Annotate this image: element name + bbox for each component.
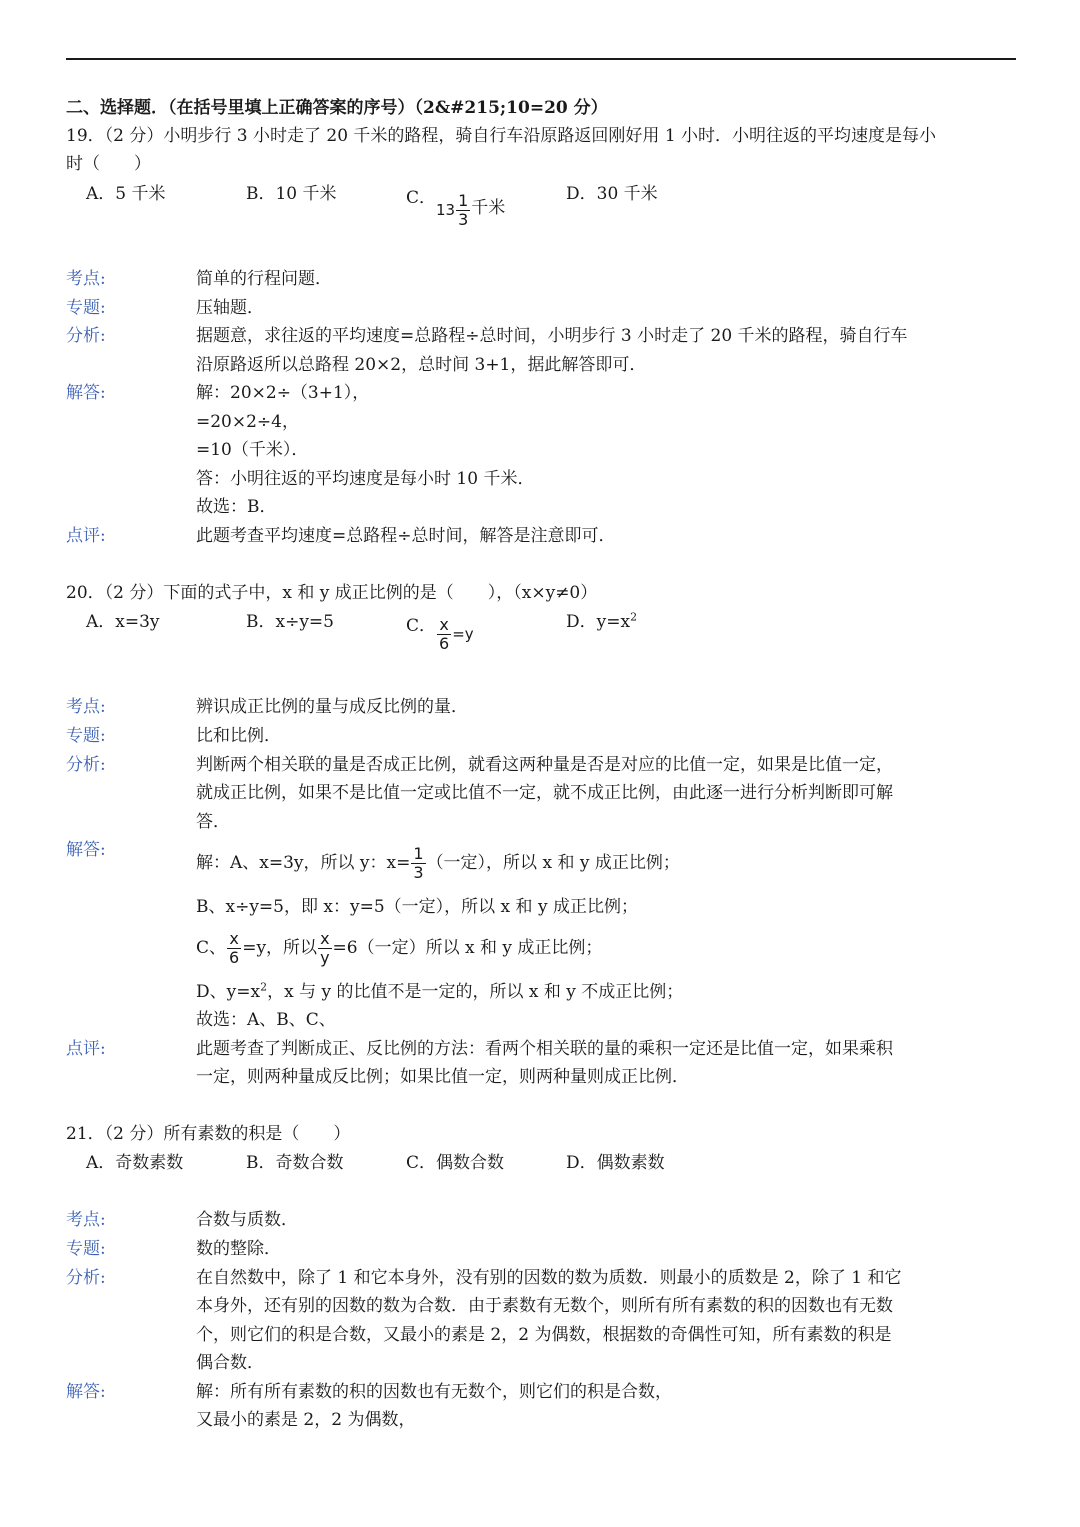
- q21-zhuanti-label: 专题:: [66, 1239, 106, 1259]
- q21-fenxi-line4: 偶合数．: [196, 1353, 264, 1373]
- q20-jieda-c-mid: =y，所以: [242, 938, 318, 958]
- section-title: 二、选择题．（在括号里填上正确答案的序号）（2&#215;10=20 分）: [66, 98, 608, 118]
- q20-option-c-suffix: =y: [452, 625, 474, 643]
- q21-fenxi-line1: 在自然数中，除了 1 和它本身外，没有别的因数的数为质数．则最小的质数是 2，除了 1 和它: [196, 1268, 902, 1288]
- q19-jieda-label: 解答:: [66, 383, 106, 403]
- q21-option-d: D．偶数素数: [566, 1153, 665, 1173]
- q19-fenxi-line1: 据题意，求往返的平均速度=总路程÷总时间，小明步行 3 小时走了 20 千米的路程，骑自行车: [196, 326, 908, 346]
- q20-option-c-fraction: [437, 616, 451, 653]
- q20-dianping-line2: 一定，则两种量成反比例；如果比值一定，则两种量则成正比例．: [196, 1067, 689, 1087]
- q19-jieda-line1: 解：20×2÷（3+1），: [196, 383, 370, 403]
- q20-jieda-c-numerator2: x: [320, 929, 330, 948]
- q20-jieda-d-exponent: 2: [260, 980, 268, 994]
- q20-option-a: A．x=3y: [86, 612, 160, 632]
- q20-option-c-prefix: C．: [406, 616, 437, 636]
- q20-jieda-a-suffix: （一定），所以 x 和 y 成正比例；: [426, 853, 680, 873]
- q20-kaodian-label: 考点:: [66, 697, 106, 717]
- q19-option-c: [406, 180, 506, 229]
- q20-stem: 20．（2 分）下面的式子中，x 和 y 成正比例的是（ ），（x×y≠0）: [66, 583, 598, 603]
- q21-stem: 21．（2 分）所有素数的积是（ ）: [66, 1124, 351, 1144]
- q21-zhuanti: 数的整除．: [196, 1239, 281, 1259]
- q21-fenxi-line2: 本身外，还有别的因数的数为合数．由于素数有无数个，则所有所有素数的积的因数也有无数: [196, 1296, 893, 1316]
- q20-fenxi-label: 分析:: [66, 755, 106, 775]
- q19-option-c-denominator: 3: [458, 210, 469, 229]
- q20-jieda-a-numerator: 1: [413, 844, 424, 863]
- q20-jieda-label: 解答:: [66, 840, 106, 860]
- q19-jieda-line3: =10（千米）．: [196, 440, 309, 460]
- q19-jieda-line4: 答：小明往返的平均速度是每小时 10 千米．: [196, 469, 535, 489]
- q20-option-d-prefix: D．y=x: [566, 612, 631, 632]
- q20-option-b: B．x÷y=5: [246, 612, 334, 632]
- q20-jieda-a-denominator: 3: [413, 863, 424, 882]
- q19-option-c-unit: 千米: [471, 198, 506, 218]
- q20-jieda-a-prefix: 解：A、x=3y，所以 y：x=: [196, 853, 411, 873]
- q19-dianping: 此题考查平均速度=总路程÷总时间，解答是注意即可．: [196, 526, 616, 546]
- q19-kaodian: 简单的行程问题．: [196, 269, 332, 289]
- q19-stem-line1: 19．（2 分）小明步行 3 小时走了 20 千米的路程，骑自行车沿原路返回刚好用 1 小时．小明往返的平均速度是每小: [66, 126, 937, 146]
- q20-jieda-c-fraction2: [318, 930, 331, 967]
- q20-jieda-c-denominator1: 6: [229, 948, 240, 967]
- q20-option-c: [406, 608, 474, 653]
- q20-fenxi-line2: 就成正比例，如果不是比值一定或比值不一定，就不成正比例，由此逐一进行分析判断即可解: [196, 783, 893, 803]
- q19-zhuanti-label: 专题:: [66, 298, 106, 318]
- q19-kaodian-label: 考点:: [66, 269, 106, 289]
- q21-option-a: A．奇数素数: [86, 1153, 184, 1173]
- q21-fenxi-line3: 个，则它们的积是合数，又最小的素是 2，2 为偶数，根据数的奇偶性可知，所有素数的积是: [196, 1325, 892, 1345]
- q19-zhuanti: 压轴题．: [196, 298, 264, 318]
- q19-jieda-line5: 故选：B．: [196, 497, 277, 517]
- q20-jieda-e: 故选：A、B、C、: [196, 1010, 336, 1030]
- q20-option-d-exponent: 2: [630, 610, 638, 624]
- q20-jieda-a: [196, 845, 680, 882]
- q21-jieda-label: 解答:: [66, 1382, 106, 1402]
- q20-jieda-c-fraction1: [227, 930, 241, 967]
- q19-option-d: D．30 千米: [566, 184, 658, 204]
- q20-dianping-label: 点评:: [66, 1039, 106, 1059]
- q19-option-c-whole: 13: [436, 201, 456, 219]
- q21-option-b: B．奇数合数: [246, 1153, 344, 1173]
- q20-jieda-c-numerator1: x: [229, 929, 239, 948]
- q21-option-c: C．偶数合数: [406, 1153, 505, 1173]
- q19-stem-line2: 时（ ）: [66, 154, 151, 174]
- q20-jieda-d: [196, 978, 683, 1006]
- header-rule: [66, 58, 1016, 60]
- q19-fenxi-label: 分析:: [66, 326, 106, 346]
- q21-fenxi-label: 分析:: [66, 1268, 106, 1288]
- q20-option-c-numerator: x: [439, 615, 449, 634]
- q20-jieda-a-fraction: [411, 845, 425, 882]
- q20-zhuanti-label: 专题:: [66, 726, 106, 746]
- q19-option-a: A．5 千米: [86, 184, 166, 204]
- q20-fenxi-line1: 判断两个相关联的量是否成正比例，就看这两种量是否是对应的比值一定，如果是比值一定，: [196, 755, 893, 775]
- q20-option-d: [566, 608, 637, 636]
- q20-jieda-c-suffix: =6（一定）所以 x 和 y 成正比例；: [332, 938, 603, 958]
- q21-jieda-line1: 解：所有所有素数的积的因数也有无数个，则它们的积是合数，: [196, 1382, 672, 1402]
- q20-jieda-c: [196, 930, 602, 967]
- q19-dianping-label: 点评:: [66, 526, 106, 546]
- q19-jieda-line2: =20×2÷4，: [196, 412, 299, 432]
- q20-kaodian: 辨识成正比例的量与成反比例的量．: [196, 697, 468, 717]
- q19-option-c-prefix: C．: [406, 188, 437, 208]
- q21-kaodian-label: 考点:: [66, 1210, 106, 1230]
- q19-option-c-fraction: [456, 192, 470, 229]
- q20-fenxi-line3: 答．: [196, 812, 230, 832]
- q21-jieda-line2: 又最小的素是 2，2 为偶数，: [196, 1410, 416, 1430]
- q20-dianping-line1: 此题考查了判断成正、反比例的方法：看两个相关联的量的乘积一定还是比值一定，如果乘积: [196, 1039, 893, 1059]
- q19-option-b: B．10 千米: [246, 184, 337, 204]
- q19-fenxi-line2: 沿原路返所以总路程 20×2，总时间 3+1，据此解答即可．: [196, 355, 647, 375]
- q20-jieda-c-prefix: C、: [196, 938, 227, 958]
- q20-option-c-denominator: 6: [439, 634, 450, 653]
- q20-jieda-b: B、x÷y=5，即 x：y=5（一定），所以 x 和 y 成正比例；: [196, 897, 638, 917]
- q21-kaodian: 合数与质数．: [196, 1210, 298, 1230]
- q20-zhuanti: 比和比例．: [196, 726, 281, 746]
- q20-jieda-d-suffix: ，x 与 y 的比值不是一定的，所以 x 和 y 不成正比例；: [267, 982, 684, 1002]
- q20-jieda-d-prefix: D、y=x: [196, 982, 261, 1002]
- q19-option-c-numerator: 1: [458, 191, 469, 210]
- q20-jieda-c-denominator2: y: [320, 948, 330, 967]
